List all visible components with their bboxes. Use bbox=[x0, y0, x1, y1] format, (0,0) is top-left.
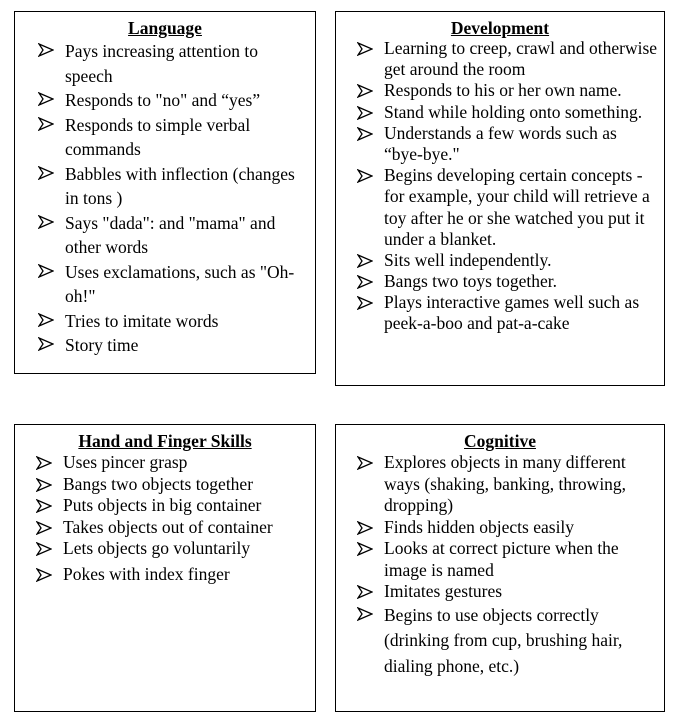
list-item: Puts objects in big container bbox=[32, 495, 309, 517]
hand-finger-skills-box bbox=[14, 424, 316, 712]
right-arrowhead-icon bbox=[357, 102, 379, 120]
right-arrowhead-icon bbox=[36, 495, 58, 513]
list-item: Takes objects out of container bbox=[32, 517, 309, 539]
development-box bbox=[335, 11, 665, 386]
cognitive-title: Cognitive bbox=[464, 431, 536, 451]
development-list bbox=[336, 38, 664, 334]
list-item: Uses exclamations, such as "Oh-oh!" bbox=[34, 260, 309, 309]
right-arrowhead-icon bbox=[357, 165, 379, 183]
right-arrowhead-icon bbox=[357, 123, 379, 141]
right-arrowhead-icon bbox=[38, 309, 60, 327]
list-item: Plays interactive games well such as peek-a-boo and pat-a-cake bbox=[353, 292, 658, 334]
right-arrowhead-icon bbox=[357, 38, 379, 56]
list-item: Bangs two objects together bbox=[32, 474, 309, 496]
list-item: Babbles with inflection (changes in tons ) bbox=[34, 162, 309, 211]
right-arrowhead-icon bbox=[36, 452, 58, 470]
list-item: Imitates gestures bbox=[353, 581, 658, 603]
right-arrowhead-icon bbox=[38, 39, 60, 57]
hand-finger-skills-title: Hand and Finger Skills bbox=[78, 431, 252, 451]
cognitive-list bbox=[336, 452, 664, 679]
list-item: Begins developing certain concepts - for example, your child will retrieve a toy after he or she watched you put it under a blanket. bbox=[353, 165, 658, 250]
right-arrowhead-icon bbox=[357, 581, 379, 599]
language-title: Language bbox=[128, 18, 202, 38]
right-arrowhead-icon bbox=[357, 603, 379, 621]
list-item: Responds to "no" and “yes” bbox=[34, 88, 309, 113]
hand-finger-skills-list bbox=[15, 452, 315, 585]
list-item: Understands a few words such as “bye-bye." bbox=[353, 123, 658, 165]
list-item: Stand while holding onto something. bbox=[353, 102, 658, 123]
list-item: Learning to creep, crawl and otherwise get around the room bbox=[353, 38, 658, 80]
right-arrowhead-icon bbox=[36, 517, 58, 535]
list-item: Pokes with index finger bbox=[32, 564, 309, 586]
right-arrowhead-icon bbox=[357, 250, 379, 268]
right-arrowhead-icon bbox=[36, 474, 58, 492]
language-box bbox=[14, 11, 316, 374]
right-arrowhead-icon bbox=[357, 271, 379, 289]
list-item: Uses pincer grasp bbox=[32, 452, 309, 474]
right-arrowhead-icon bbox=[38, 333, 60, 351]
list-item: Begins to use objects correctly (drinking from cup, brushing hair, dialing phone, etc.) bbox=[353, 603, 658, 680]
language-list bbox=[15, 39, 315, 358]
list-item: Sits well independently. bbox=[353, 250, 658, 271]
right-arrowhead-icon bbox=[36, 564, 58, 582]
right-arrowhead-icon bbox=[36, 538, 58, 556]
right-arrowhead-icon bbox=[38, 260, 60, 278]
right-arrowhead-icon bbox=[357, 452, 379, 470]
right-arrowhead-icon bbox=[357, 538, 379, 556]
right-arrowhead-icon bbox=[357, 80, 379, 98]
list-item: Explores objects in many different ways (shaking, banking, throwing, dropping) bbox=[353, 452, 658, 517]
right-arrowhead-icon bbox=[357, 292, 379, 310]
list-item: Pays increasing attention to speech bbox=[34, 39, 309, 88]
development-title: Development bbox=[450, 18, 550, 38]
right-arrowhead-icon bbox=[38, 113, 60, 131]
list-item: Says "dada": and "mama" and other words bbox=[34, 211, 309, 260]
right-arrowhead-icon bbox=[38, 211, 60, 229]
list-item: Responds to his or her own name. bbox=[353, 80, 658, 101]
right-arrowhead-icon bbox=[357, 517, 379, 535]
list-item: Looks at correct picture when the image is named bbox=[353, 538, 658, 581]
list-item: Story time bbox=[34, 333, 309, 358]
right-arrowhead-icon bbox=[38, 88, 60, 106]
cognitive-box bbox=[335, 424, 665, 712]
list-item: Responds to simple verbal commands bbox=[34, 113, 309, 162]
right-arrowhead-icon bbox=[38, 162, 60, 180]
list-item: Finds hidden objects easily bbox=[353, 517, 658, 539]
list-item: Bangs two toys together. bbox=[353, 271, 658, 292]
list-item: Lets objects go voluntarily bbox=[32, 538, 309, 560]
list-item: Tries to imitate words bbox=[34, 309, 309, 334]
